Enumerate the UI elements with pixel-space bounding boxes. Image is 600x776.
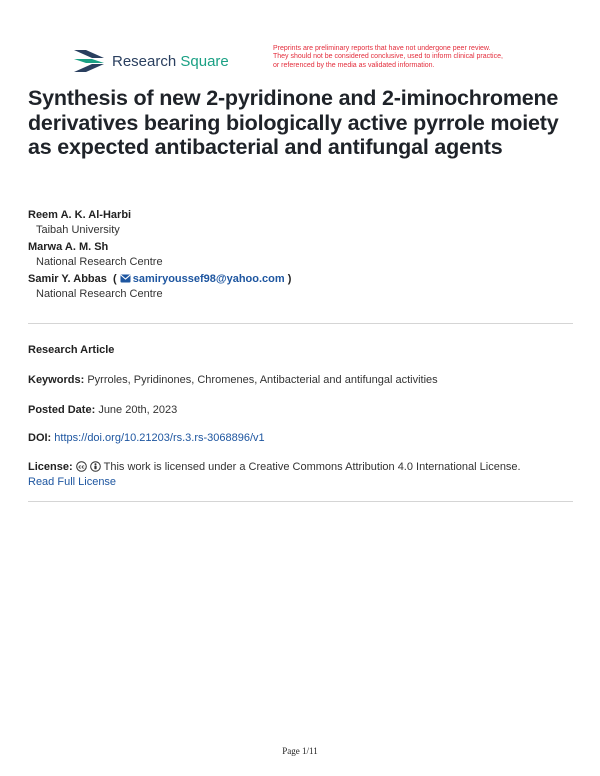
preprint-disclaimer <box>273 45 573 70</box>
disclaimer-line: or referenced by the media as validated information. <box>273 61 435 69</box>
keywords-label: Keywords: <box>28 374 85 386</box>
svg-text:cc: cc <box>78 464 85 471</box>
research-square-logo-icon <box>74 50 104 72</box>
license-row <box>28 460 573 490</box>
doi-label: DOI: <box>28 432 52 444</box>
posted-date-value: June 20th, 2023 <box>98 404 178 416</box>
disclaimer-line: Preprints are preliminary reports that have not undergone peer review. <box>273 45 491 52</box>
author-name-with-email: Samir Y. Abbas ( samiryoussef98@yahoo.com ) <box>28 273 292 285</box>
author-affiliation: National Research Centre <box>36 256 163 268</box>
envelope-icon <box>120 274 131 283</box>
page-number: Page 1/11 <box>282 746 318 756</box>
author-email: samiryoussef98@yahoo.com <box>132 273 285 285</box>
read-full-license-link[interactable]: Read Full License <box>28 476 117 488</box>
author-name[interactable]: Reem A. K. Al-Harbi <box>28 209 132 221</box>
logo-word-square: Square <box>180 52 229 70</box>
author-affiliation: National Research Centre <box>36 288 163 300</box>
divider <box>28 323 573 324</box>
disclaimer-line: They should not be considered conclusive, used to inform clinical practice, <box>273 53 503 61</box>
license-label: License: <box>28 461 73 473</box>
doi-row <box>28 431 573 446</box>
paper-title: Synthesis of new 2-pyridinone and 2-iminochromene derivatives bearing biologically active pyrrole moiety as expected antibacterial and antifungal agents <box>28 86 559 159</box>
author-list <box>28 208 568 304</box>
attribution-icon <box>90 461 101 472</box>
research-square-logo[interactable] <box>74 48 229 74</box>
author-name[interactable]: Marwa A. M. Sh <box>28 241 109 253</box>
article-type <box>28 343 573 358</box>
creative-commons-icon <box>76 461 87 472</box>
keywords-row <box>28 373 573 388</box>
logo-word-research: Research <box>112 52 177 70</box>
author-affiliation: Taibah University <box>36 224 120 236</box>
posted-date-label: Posted Date: <box>28 404 96 416</box>
author-email-link[interactable] <box>120 273 285 285</box>
doi-link[interactable]: https://doi.org/10.21203/rs.3.rs-3068896/v1 <box>54 432 265 444</box>
keywords-value: Pyrroles, Pyridinones, Chromenes, Antibacterial and antifungal activities <box>87 374 438 386</box>
license-text: This work is licensed under a Creative Commons Attribution 4.0 International License. <box>103 461 521 473</box>
posted-date-row <box>28 403 573 418</box>
divider <box>28 501 573 502</box>
logo-text <box>112 53 229 70</box>
article-type-label: Research Article <box>28 344 115 356</box>
author-name[interactable]: Samir Y. Abbas <box>28 273 107 285</box>
